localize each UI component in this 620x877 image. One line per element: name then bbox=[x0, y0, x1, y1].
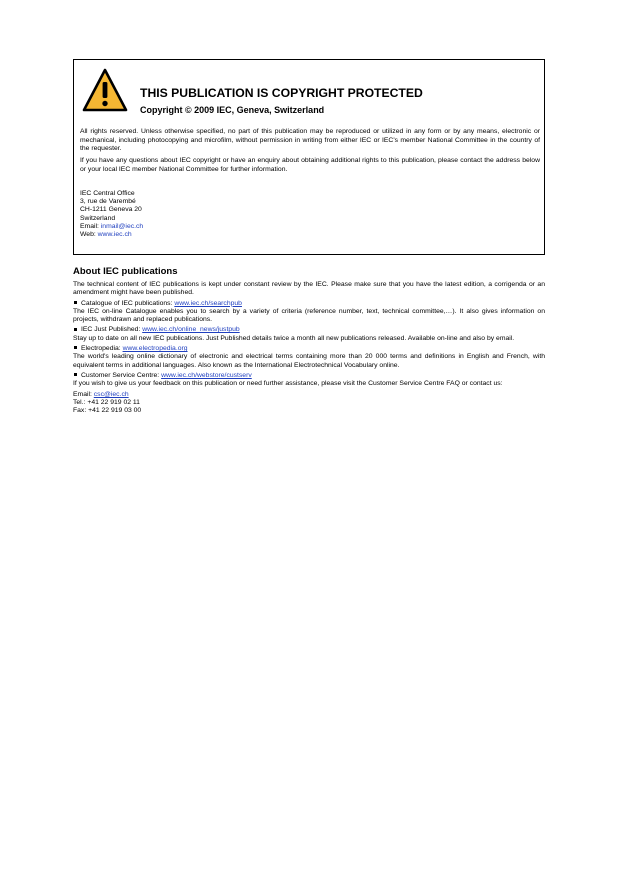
bullet-icon bbox=[74, 328, 77, 331]
searchpub-link[interactable]: www.iec.ch/searchpub bbox=[174, 299, 242, 307]
web-line bbox=[80, 231, 143, 239]
contact-email-label: Email: bbox=[73, 390, 94, 398]
email-label: Email: bbox=[80, 222, 101, 230]
bullet-icon bbox=[74, 373, 77, 376]
custserv-link[interactable]: www.iec.ch/webstore/custserv bbox=[161, 371, 252, 379]
list-item bbox=[73, 300, 545, 308]
about-intro: The technical content of IEC publications is kept under constant review by the IEC. Please make sure that you have the latest edition, a corrigenda or an amendment might have been published. bbox=[73, 281, 545, 297]
item-label: Electropedia: bbox=[81, 345, 123, 353]
about-title: About IEC publications bbox=[73, 266, 178, 277]
contact-email-link[interactable]: csc@iec.ch bbox=[93, 390, 129, 398]
address-block bbox=[80, 190, 143, 239]
copyright-line: Copyright © 2009 IEC, Geneva, Switzerland bbox=[140, 105, 325, 115]
warning-icon bbox=[82, 68, 128, 112]
contact-tel: Tel.: +41 22 919 02 11 bbox=[73, 398, 140, 406]
notice-title: THIS PUBLICATION IS COPYRIGHT PROTECTED bbox=[140, 86, 423, 100]
justpub-link[interactable]: www.iec.ch/online_news/justpub bbox=[142, 326, 240, 334]
item-description: The IEC on-line Catalogue enables you to search by a variety of criteria (reference number, text, technical committee,…). It also gives information on projects, withdrawn and replaced publications. bbox=[73, 307, 545, 324]
address-line: CH-1211 Geneva 20 bbox=[80, 206, 142, 214]
list-item bbox=[73, 326, 545, 334]
web-label: Web: bbox=[80, 231, 98, 239]
address-line: 3, rue de Varembé bbox=[80, 198, 136, 206]
email-line bbox=[80, 223, 143, 231]
contact-email-line bbox=[73, 391, 545, 399]
item-label: Catalogue of IEC publications: bbox=[81, 299, 175, 307]
email-link[interactable]: inmail@iec.ch bbox=[100, 222, 144, 230]
address-line: Switzerland bbox=[80, 214, 116, 222]
bullet-icon bbox=[74, 346, 77, 349]
address-line: IEC Central Office bbox=[80, 190, 135, 197]
list-item bbox=[73, 372, 545, 380]
list-item bbox=[73, 345, 545, 353]
item-label: IEC Just Published: bbox=[81, 326, 143, 334]
item-description: The world's leading online dictionary of electronic and electrical terms containing more than 20 000 terms and definitions in English and French, with equivalent terms in additional languages. Also known as the International Electrotechnical Vocabulary online. bbox=[73, 353, 545, 369]
web-link[interactable]: www.iec.ch bbox=[97, 231, 132, 239]
copyright-notice-box bbox=[73, 59, 545, 255]
enquiry-paragraph: If you have any questions about IEC copyright or have an enquiry about obtaining additional rights to this publication, please contact the address below or your local IEC member National Committee for further information. bbox=[80, 157, 540, 173]
item-description: If you wish to give us your feedback on this publication or need further assistance, please visit the Customer Service Centre FAQ or contact us: bbox=[73, 380, 503, 388]
contact-fax: Fax: +41 22 919 03 00 bbox=[73, 407, 142, 415]
bullet-icon bbox=[74, 301, 77, 304]
about-section bbox=[73, 281, 545, 415]
item-description: Stay up to date on all new IEC publications. Just Published details twice a month all new publications released. Available on-line and also by email. bbox=[73, 334, 515, 342]
rights-paragraph: All rights reserved. Unless otherwise specified, no part of this publication may be reproduced or utilized in any form or by any means, electronic or mechanical, including photocopying and microfilm, without permission in writing from either IEC or IEC's member National Committee in the country of the requester. bbox=[80, 128, 540, 152]
item-label: Customer Service Centre: bbox=[81, 371, 162, 379]
electropedia-link[interactable]: www.electropedia.org bbox=[122, 345, 188, 353]
